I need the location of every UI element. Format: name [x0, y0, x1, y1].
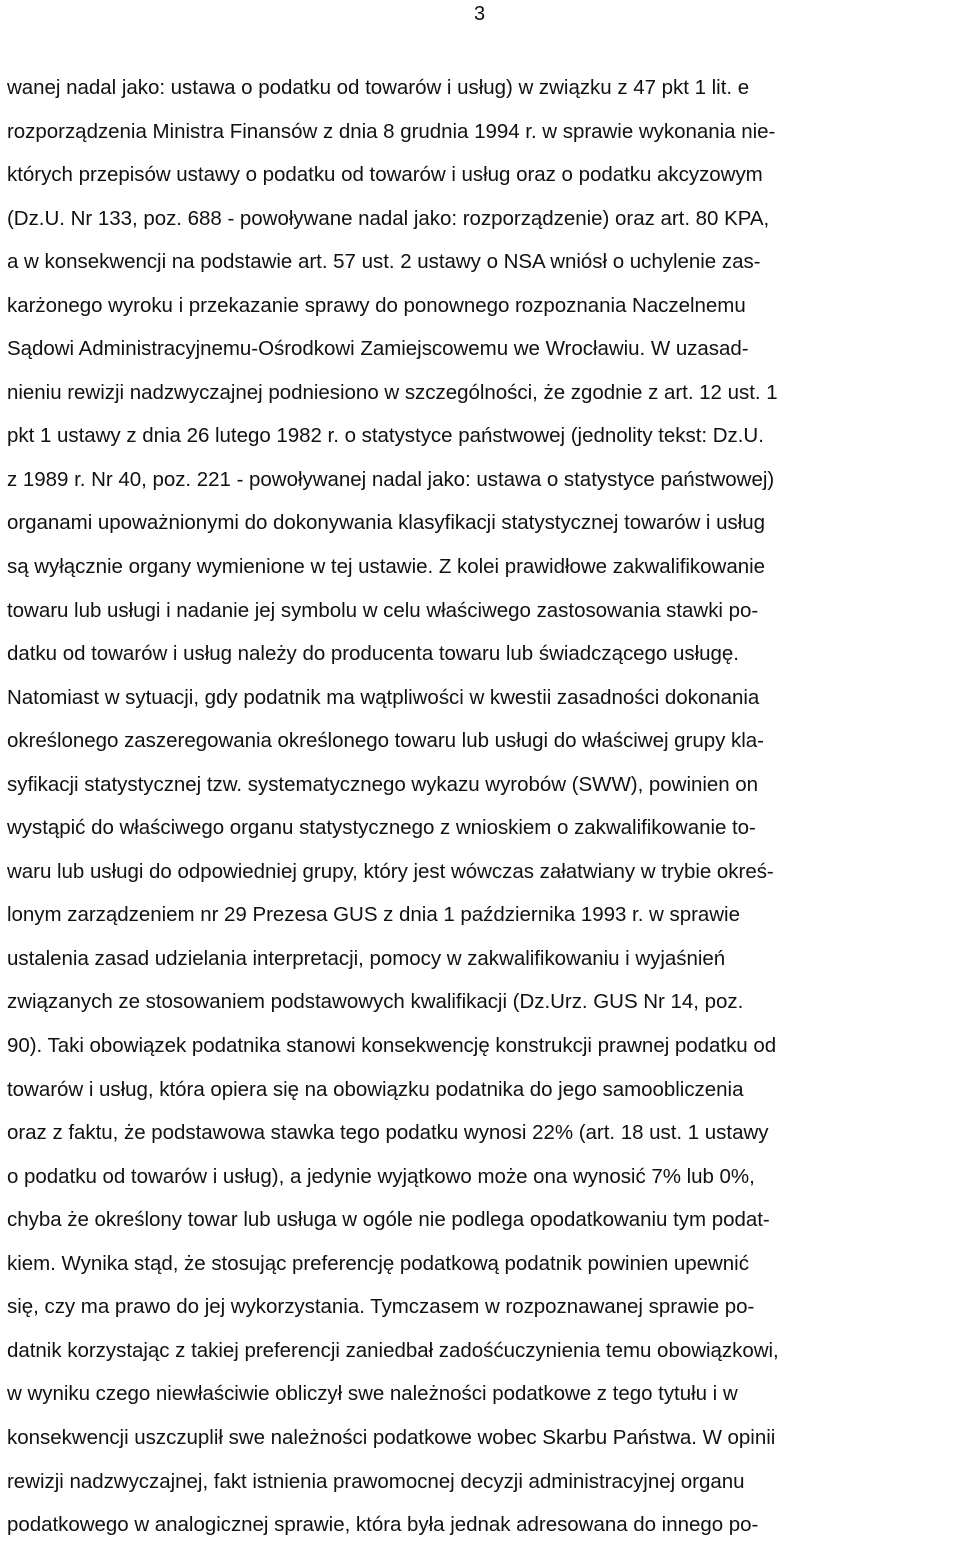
- text-line: lonym zarządzeniem nr 29 Prezesa GUS z dnia 1 października 1993 r. w sprawie: [7, 903, 740, 927]
- text-line: Natomiast w sytuacji, gdy podatnik ma wątpliwości w kwestii zasadności dokonania: [7, 685, 760, 709]
- text-line: wystąpić do właściwego organu statystycznego z wnioskiem o zakwalifikowanie to-: [7, 816, 756, 840]
- body-text: [7, 66, 957, 1547]
- text-line: 90). Taki obowiązek podatnika stanowi konsekwencję konstrukcji prawnej podatku od: [7, 1034, 777, 1058]
- text-line: związanych ze stosowaniem podstawowych kwalifikacji (Dz.Urz. GUS Nr 14, poz.: [7, 990, 744, 1014]
- text-line: syfikacji statystycznej tzw. systematycznego wykazu wyrobów (SWW), powinien on: [7, 772, 759, 796]
- text-line: pkt 1 ustawy z dnia 26 lutego 1982 r. o statystyce państwowej (jednolity tekst: Dz.U.: [7, 424, 764, 448]
- text-line: kiem. Wynika stąd, że stosując preferencję podatkową podatnik powinien upewnić: [7, 1251, 749, 1275]
- text-line: są wyłącznie organy wymienione w tej ustawie. Z kolei prawidłowe zakwalifikowanie: [7, 555, 765, 579]
- text-line: ustalenia zasad udzielania interpretacji, pomocy w zakwalifikowaniu i wyjaśnień: [7, 946, 726, 970]
- text-line: oraz z faktu, że podstawowa stawka tego podatku wynosi 22% (art. 18 ust. 1 ustawy: [7, 1121, 769, 1145]
- text-line: Sądowi Administracyjnemu-Ośrodkowi Zamiejscowemu we Wrocławiu. W uzasad-: [7, 337, 749, 361]
- text-line: waru lub usługi do odpowiedniej grupy, który jest wówczas załatwiany w trybie okreś-: [7, 859, 774, 883]
- text-line: organami upoważnionymi do dokonywania klasyfikacji statystycznej towarów i usług: [7, 511, 766, 535]
- text-line: konsekwencji uszczuplił swe należności podatkowe wobec Skarbu Państwa. W opinii: [7, 1425, 776, 1449]
- text-line: datnik korzystając z takiej preferencji zaniedbał zadośćuczynienia temu obowiązkowi,: [7, 1338, 779, 1362]
- text-line: (Dz.U. Nr 133, poz. 688 - powoływane nadal jako: rozporządzenie) oraz art. 80 KPA,: [7, 206, 770, 230]
- text-line: towaru lub usługi i nadanie jej symbolu w celu właściwego zastosowania stawki po-: [7, 598, 759, 622]
- text-line: wanej nadal jako: ustawa o podatku od towarów i usług) w związku z 47 pkt 1 lit. e: [7, 76, 750, 99]
- text-line: rozporządzenia Ministra Finansów z dnia 8 grudnia 1994 r. w sprawie wykonania nie-: [7, 119, 776, 143]
- text-line: karżonego wyroku i przekazanie sprawy do ponownego rozpoznania Naczelnemu: [7, 293, 746, 317]
- text-line: rewizji nadzwyczajnej, fakt istnienia prawomocnej decyzji administracyjnej organu: [7, 1469, 745, 1493]
- text-line: towarów i usług, która opiera się na obowiązku podatnika do jego samoobliczenia: [7, 1077, 744, 1101]
- text-line: podatkowego w analogicznej sprawie, która była jednak adresowana do innego po-: [7, 1513, 759, 1537]
- text-line: się, czy ma prawo do jej wykorzystania. Tymczasem w rozpoznawanej sprawie po-: [7, 1295, 755, 1319]
- text-line: datku od towarów i usług należy do producenta towaru lub świadczącego usługę.: [7, 642, 739, 666]
- text-line: w wyniku czego niewłaściwie obliczył swe należności podatkowe z tego tytułu i w: [7, 1382, 738, 1406]
- page-number: 3: [474, 3, 486, 25]
- text-line: o podatku od towarów i usług), a jedynie wyjątkowo może ona wynosić 7% lub 0%,: [7, 1164, 755, 1188]
- text-line: których przepisów ustawy o podatku od towarów i usług oraz o podatku akcyzowym: [7, 163, 763, 187]
- text-line: z 1989 r. Nr 40, poz. 221 - powoływanej nadal jako: ustawa o statystyce państwowej): [7, 467, 775, 491]
- text-line: a w konsekwencji na podstawie art. 57 ust. 2 ustawy o NSA wniósł o uchylenie zas-: [7, 250, 761, 274]
- text-line: chyba że określony towar lub usługa w ogóle nie podlega opodatkowaniu tym podat-: [7, 1208, 770, 1232]
- text-line: nieniu rewizji nadzwyczajnej podniesiono w szczególności, że zgodnie z art. 12 ust. 1: [7, 380, 778, 404]
- text-line: określonego zaszeregowania określonego towaru lub usługi do właściwej grupy kla-: [7, 729, 764, 753]
